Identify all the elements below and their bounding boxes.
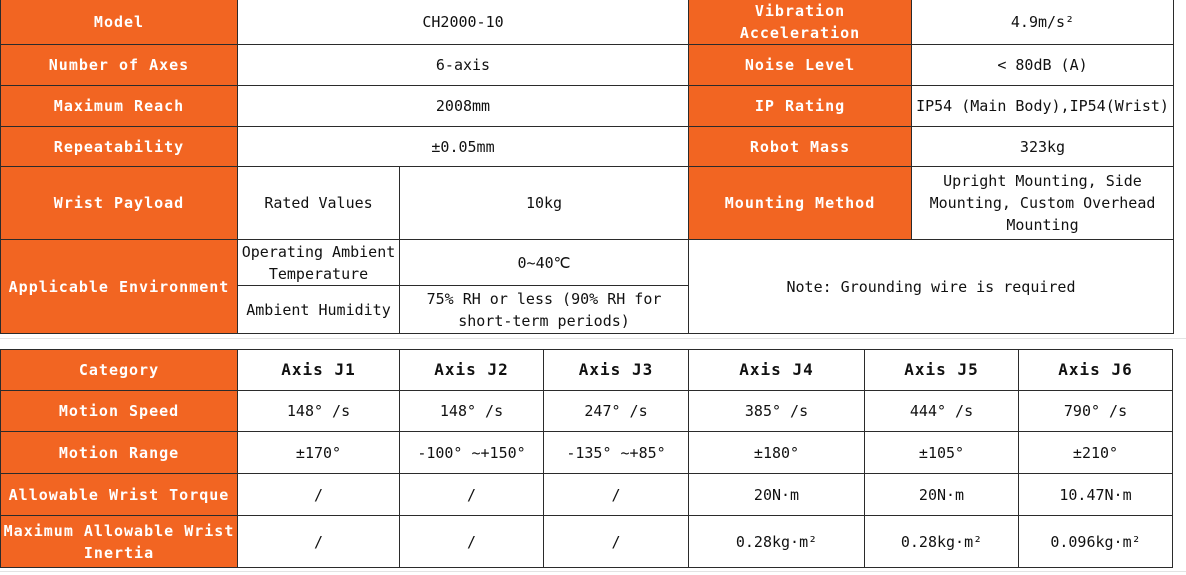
reach-label: Maximum Reach [1,86,238,127]
axis-j3-header: Axis J3 [544,350,689,391]
noise-label: Noise Level [689,45,912,86]
table-cell: 148° /s [400,391,544,432]
spec-row-temperature [1,240,1174,286]
table-cell: / [238,474,400,516]
spec-row-model [1,0,1174,45]
table-cell: / [400,516,544,568]
table-row [1,391,1173,432]
table-cell: 0.096kg·m² [1019,516,1173,568]
table-cell: ±210° [1019,432,1173,474]
table-cell: -100° ~+150° [400,432,544,474]
category-header: Category [1,350,238,391]
table-cell: 444° /s [865,391,1019,432]
spec-row-axes [1,45,1174,86]
mass-value: 323kg [912,127,1174,167]
vibration-label: Vibration Acceleration [689,0,912,45]
table-cell: ±105° [865,432,1019,474]
mounting-value: Upright Mounting, Side Mounting, Custom Overhead Mounting [912,167,1174,240]
motion-speed-label: Motion Speed [1,391,238,432]
wrist-torque-label: Allowable Wrist Torque [1,474,238,516]
axis-j6-header: Axis J6 [1019,350,1173,391]
axis-j2-header: Axis J2 [400,350,544,391]
table-cell: / [400,474,544,516]
table-cell: ±170° [238,432,400,474]
table-cell: 20N·m [865,474,1019,516]
sheet-gridline [0,571,1186,572]
ip-label: IP Rating [689,86,912,127]
repeatability-value: ±0.05mm [238,127,689,167]
table-row [1,432,1173,474]
axes-value: 6-axis [238,45,689,86]
table-cell: -135° ~+85° [544,432,689,474]
axis-j1-header: Axis J1 [238,350,400,391]
table-cell: 20N·m [689,474,865,516]
axis-j5-header: Axis J5 [865,350,1019,391]
table-cell: 10.47N·m [1019,474,1173,516]
table-row [1,516,1173,568]
model-label: Model [1,0,238,45]
motion-range-label: Motion Range [1,432,238,474]
temperature-value: 0~40℃ [400,240,689,286]
axis-table [0,349,1173,568]
wrist-payload-value: 10kg [400,167,689,240]
table-cell: 0.28kg·m² [865,516,1019,568]
wrist-payload-sub-label: Rated Values [238,167,400,240]
ip-value: IP54 (Main Body),IP54(Wrist) [912,86,1174,127]
wrist-inertia-label: Maximum Allowable Wrist Inertia [1,516,238,568]
humidity-value: 75% RH or less (90% RH for short-term periods) [400,286,689,334]
axis-header-row [1,350,1173,391]
table-cell: 247° /s [544,391,689,432]
table-cell: 790° /s [1019,391,1173,432]
spec-row-reach [1,86,1174,127]
humidity-label: Ambient Humidity [238,286,400,334]
table-cell: / [238,516,400,568]
table-cell: ±180° [689,432,865,474]
wrist-payload-label: Wrist Payload [1,167,238,240]
environment-label: Applicable Environment [1,240,238,334]
axes-label: Number of Axes [1,45,238,86]
spec-row-repeatability [1,127,1174,167]
table-cell: 148° /s [238,391,400,432]
mounting-label: Mounting Method [689,167,912,240]
temperature-label: Operating Ambient Temperature [238,240,400,286]
table-row [1,474,1173,516]
mass-label: Robot Mass [689,127,912,167]
sheet-gridline [0,338,1186,339]
model-value: CH2000-10 [238,0,689,45]
reach-value: 2008mm [238,86,689,127]
spec-row-payload [1,167,1174,240]
repeatability-label: Repeatability [1,127,238,167]
table-cell: 385° /s [689,391,865,432]
table-cell: / [544,516,689,568]
table-cell: / [544,474,689,516]
vibration-value: 4.9m/s² [912,0,1174,45]
axis-j4-header: Axis J4 [689,350,865,391]
table-cell: 0.28kg·m² [689,516,865,568]
grounding-note: Note: Grounding wire is required [689,240,1174,334]
noise-value: < 80dB (A) [912,45,1174,86]
